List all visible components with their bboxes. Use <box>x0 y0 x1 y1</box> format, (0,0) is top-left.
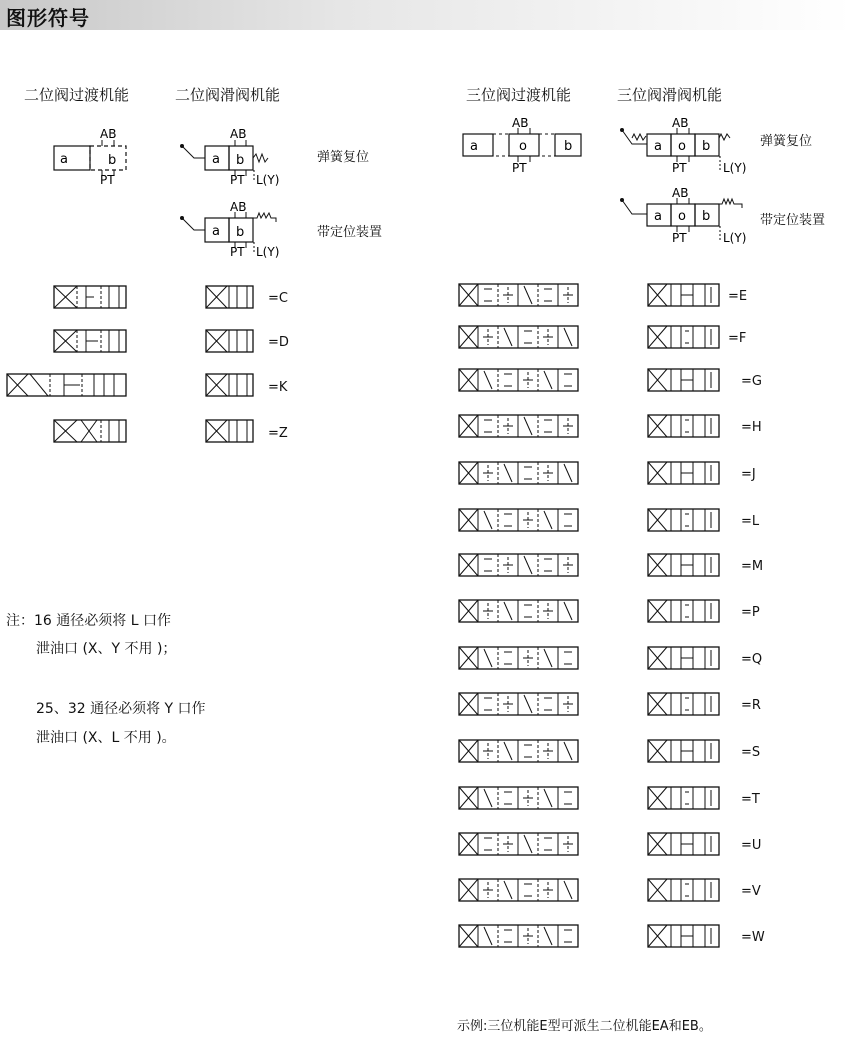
two-slide-box-z <box>205 419 255 445</box>
three-transition-box <box>458 283 580 309</box>
code-k: =K <box>268 380 288 395</box>
port-ab: AB <box>672 186 689 200</box>
port-b: b <box>702 139 711 154</box>
heading-two-slide: 二位阀滑阀机能 <box>175 86 281 104</box>
three-slide-box <box>647 325 721 351</box>
three-transition-box <box>458 924 580 950</box>
three-transition-box <box>458 878 580 904</box>
three-slide-box <box>647 692 721 718</box>
three-code: =R <box>741 698 761 713</box>
heading-three-transition: 三位阀过渡机能 <box>466 86 572 104</box>
three-code: =P <box>741 605 760 620</box>
three-transition-box <box>458 646 580 672</box>
three-code: =J <box>741 467 756 482</box>
port-a: a <box>212 152 220 167</box>
port-a: a <box>654 139 662 154</box>
two-position-spring-symbol <box>180 124 300 187</box>
three-transition-box <box>458 414 580 440</box>
port-pt: PT <box>512 161 527 175</box>
port-b: b <box>236 225 245 240</box>
port-a: a <box>60 152 68 167</box>
port-ly: L(Y) <box>723 231 747 245</box>
three-code: =V <box>741 884 761 899</box>
port-a: a <box>654 209 662 224</box>
three-code: =M <box>741 559 764 574</box>
three-slide-box <box>647 599 721 625</box>
three-transition-box <box>458 325 580 351</box>
note-line-2: 泄油口 (X、Y 不用 )； <box>36 641 177 657</box>
note-line-1: 注：16 通径必须将 L 口作 <box>6 613 171 629</box>
port-b: b <box>108 153 117 168</box>
two-position-detent-symbol <box>180 198 300 260</box>
heading-three-slide: 三位阀滑阀机能 <box>617 86 723 104</box>
three-slide-box <box>647 368 721 394</box>
three-position-detent-symbol <box>620 186 750 248</box>
three-slide-box <box>647 832 721 858</box>
code-c: =C <box>268 291 288 306</box>
two-transition-box-k <box>6 373 128 399</box>
port-pt: PT <box>672 161 687 175</box>
three-slide-box <box>647 786 721 812</box>
three-slide-box <box>647 283 721 309</box>
three-slide-box <box>647 924 721 950</box>
port-ab: AB <box>100 127 117 141</box>
label-spring-return: 弹簧复位 <box>317 150 370 165</box>
two-transition-box-d <box>53 329 127 355</box>
three-code: =S <box>741 745 761 760</box>
three-code: =W <box>741 930 765 945</box>
three-code: =T <box>741 792 760 807</box>
three-transition-box <box>458 832 580 858</box>
port-ab: AB <box>230 127 247 141</box>
three-code: =U <box>741 838 762 853</box>
two-slide-box-c <box>205 285 255 311</box>
code-d: =D <box>268 335 289 350</box>
heading-two-transition: 二位阀过渡机能 <box>24 86 130 104</box>
three-slide-box <box>647 646 721 672</box>
three-code: =Q <box>741 652 763 667</box>
port-ab: AB <box>672 116 689 130</box>
three-position-spring-symbol <box>620 116 750 178</box>
port-pt: PT <box>230 173 245 187</box>
code-z: =Z <box>268 426 288 441</box>
two-position-transition-symbol <box>40 124 150 187</box>
three-transition-box <box>458 692 580 718</box>
three-transition-box <box>458 553 580 579</box>
three-code: =L <box>741 514 760 529</box>
three-transition-box <box>458 368 580 394</box>
two-slide-box-k <box>205 373 255 399</box>
port-b: b <box>702 209 711 224</box>
port-b: b <box>564 139 573 154</box>
three-transition-box <box>458 599 580 625</box>
three-transition-box <box>458 508 580 534</box>
port-o: o <box>519 139 527 154</box>
port-ab: AB <box>230 200 247 214</box>
port-o: o <box>678 139 686 154</box>
port-o: o <box>678 209 686 224</box>
three-transition-box <box>458 739 580 765</box>
note-line-4: 泄油口 (X、L 不用 )。 <box>36 730 176 746</box>
label-detent: 带定位装置 <box>317 225 383 240</box>
three-position-transition-symbol <box>455 116 585 176</box>
port-pt: PT <box>230 245 245 259</box>
three-code: =E <box>728 289 748 304</box>
port-pt: PT <box>100 173 115 187</box>
three-transition-box <box>458 786 580 812</box>
port-a: a <box>212 224 220 239</box>
port-a: a <box>470 139 478 154</box>
port-ly: L(Y) <box>256 173 280 187</box>
port-ly: L(Y) <box>256 245 280 259</box>
three-code: =G <box>741 374 762 389</box>
three-slide-box <box>647 461 721 487</box>
page-title: 图形符号 <box>6 6 90 30</box>
three-slide-box <box>647 553 721 579</box>
three-code: =F <box>728 331 747 346</box>
two-transition-box-z <box>53 419 127 445</box>
note-line-3: 25、32 通径必须将 Y 口作 <box>36 701 206 717</box>
three-slide-box <box>647 508 721 534</box>
label-spring-return-3: 弹簧复位 <box>760 134 813 149</box>
three-slide-box <box>647 739 721 765</box>
header-bar <box>0 0 852 30</box>
three-transition-box <box>458 461 580 487</box>
port-pt: PT <box>672 231 687 245</box>
three-slide-box <box>647 878 721 904</box>
port-b: b <box>236 153 245 168</box>
two-transition-box-c <box>53 285 127 311</box>
port-ly: L(Y) <box>723 161 747 175</box>
port-ab: AB <box>512 116 529 130</box>
example-text: 示例:三位机能E型可派生二位机能EA和EB。 <box>457 1019 712 1034</box>
label-detent-3: 带定位装置 <box>760 213 826 228</box>
three-slide-box <box>647 414 721 440</box>
three-code: =H <box>741 420 762 435</box>
two-slide-box-d <box>205 329 255 355</box>
